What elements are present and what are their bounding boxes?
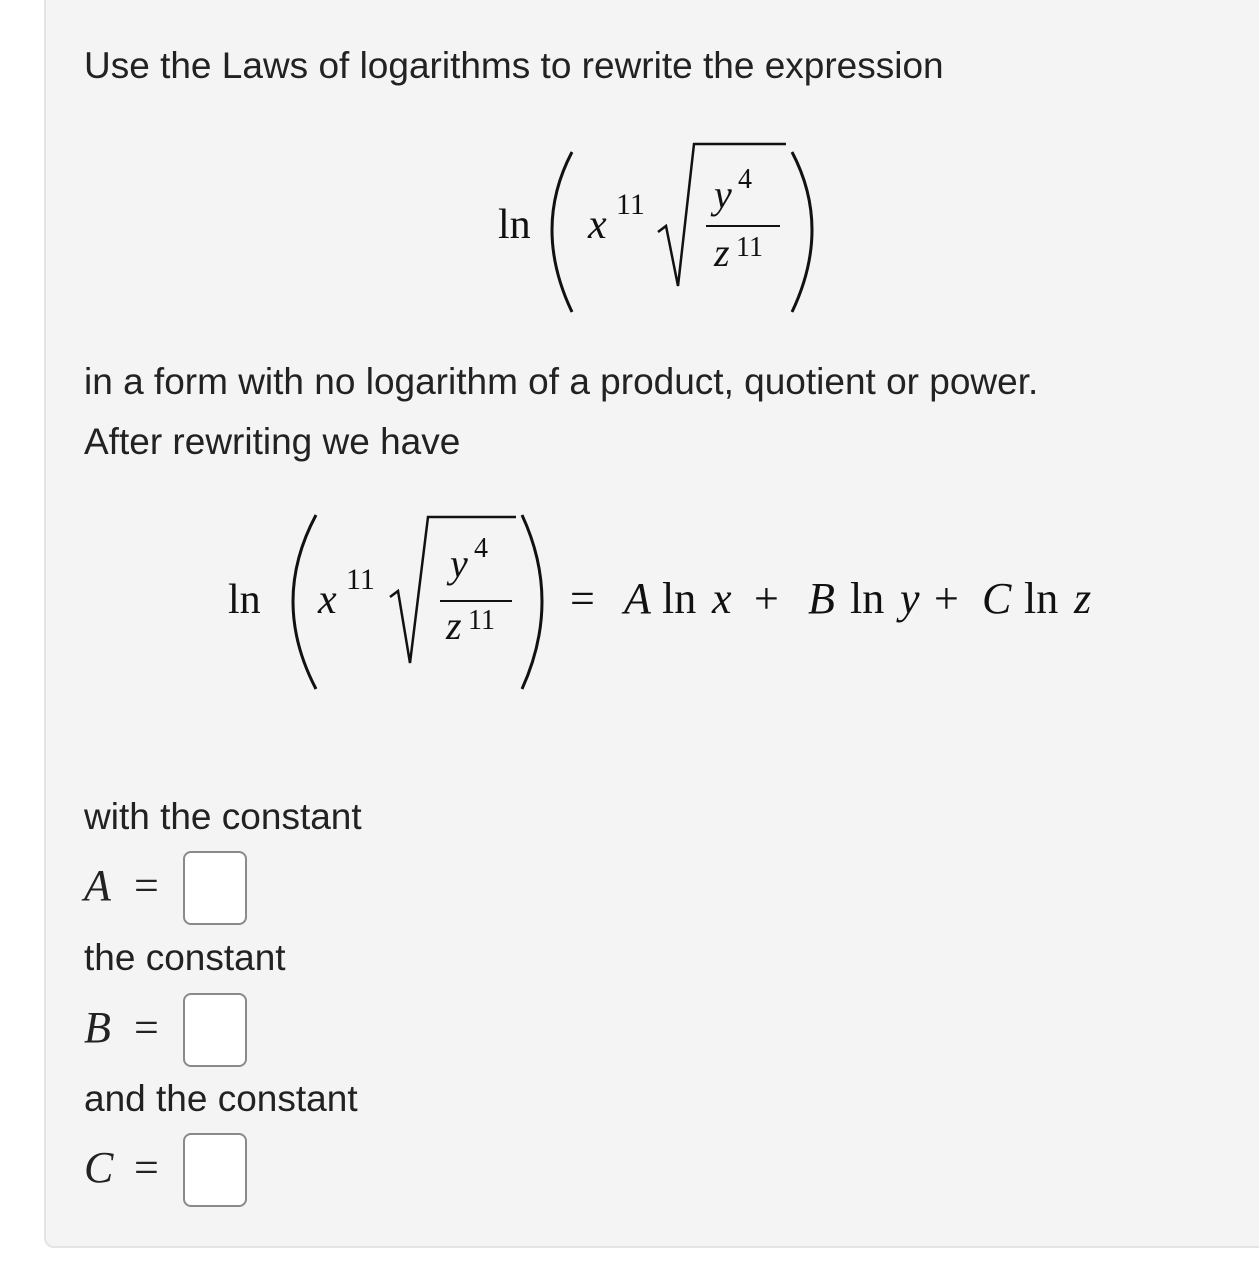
- base-exponent: 11: [346, 563, 375, 596]
- plus-1: +: [754, 574, 779, 623]
- plus-2: +: [934, 574, 959, 623]
- denominator-exponent: 11: [736, 232, 763, 263]
- ln-b: ln: [850, 574, 885, 623]
- const-c: C: [982, 574, 1012, 623]
- form-text: in a form with no logarithm of a product, quotient or power.: [84, 361, 1039, 402]
- const-b: B: [808, 574, 835, 623]
- constant-a-input[interactable]: [183, 851, 247, 925]
- constant-c-input[interactable]: [183, 1133, 247, 1207]
- numerator-var: y: [450, 541, 468, 586]
- left-paren: [293, 515, 316, 689]
- var-x: x: [712, 574, 732, 623]
- constant-c-label: and the constant: [84, 1078, 358, 1119]
- right-paren: [522, 515, 542, 689]
- equals-sign: =: [570, 574, 595, 623]
- base-exponent: 11: [616, 188, 645, 221]
- denominator-var: z: [446, 603, 462, 648]
- log-expression: [480, 130, 840, 330]
- after-text: After rewriting we have: [84, 421, 461, 462]
- numerator-exponent: 4: [474, 533, 488, 564]
- left-paren: [552, 152, 572, 312]
- constant-b-eq: =: [134, 1003, 159, 1052]
- constant-a-label: with the constant: [84, 796, 362, 837]
- constant-c-eq: =: [134, 1143, 159, 1192]
- rewritten-equation: [210, 505, 1110, 705]
- ln-label: ln: [498, 202, 531, 248]
- ln-a: ln: [662, 574, 697, 623]
- right-paren: [792, 152, 812, 312]
- constant-a-eq: =: [134, 861, 159, 910]
- var-z: z: [1074, 574, 1092, 623]
- constant-b-var: B: [84, 1003, 111, 1052]
- numerator-exponent: 4: [738, 164, 752, 195]
- ln-c: ln: [1024, 574, 1059, 623]
- denominator-exponent: 11: [468, 605, 495, 636]
- const-a: A: [624, 574, 651, 623]
- constant-a-var: A: [84, 861, 111, 910]
- constant-c-var: C: [84, 1143, 114, 1192]
- numerator-var: y: [714, 172, 732, 217]
- denominator-var: z: [714, 230, 730, 275]
- base-var: x: [318, 577, 337, 623]
- ln-label: ln: [228, 577, 261, 623]
- var-y: y: [900, 574, 920, 623]
- constant-b-label: the constant: [84, 937, 286, 978]
- base-var: x: [588, 202, 607, 248]
- constant-b-input[interactable]: [183, 993, 247, 1067]
- intro-text: Use the Laws of logarithms to rewrite the expression: [84, 45, 944, 86]
